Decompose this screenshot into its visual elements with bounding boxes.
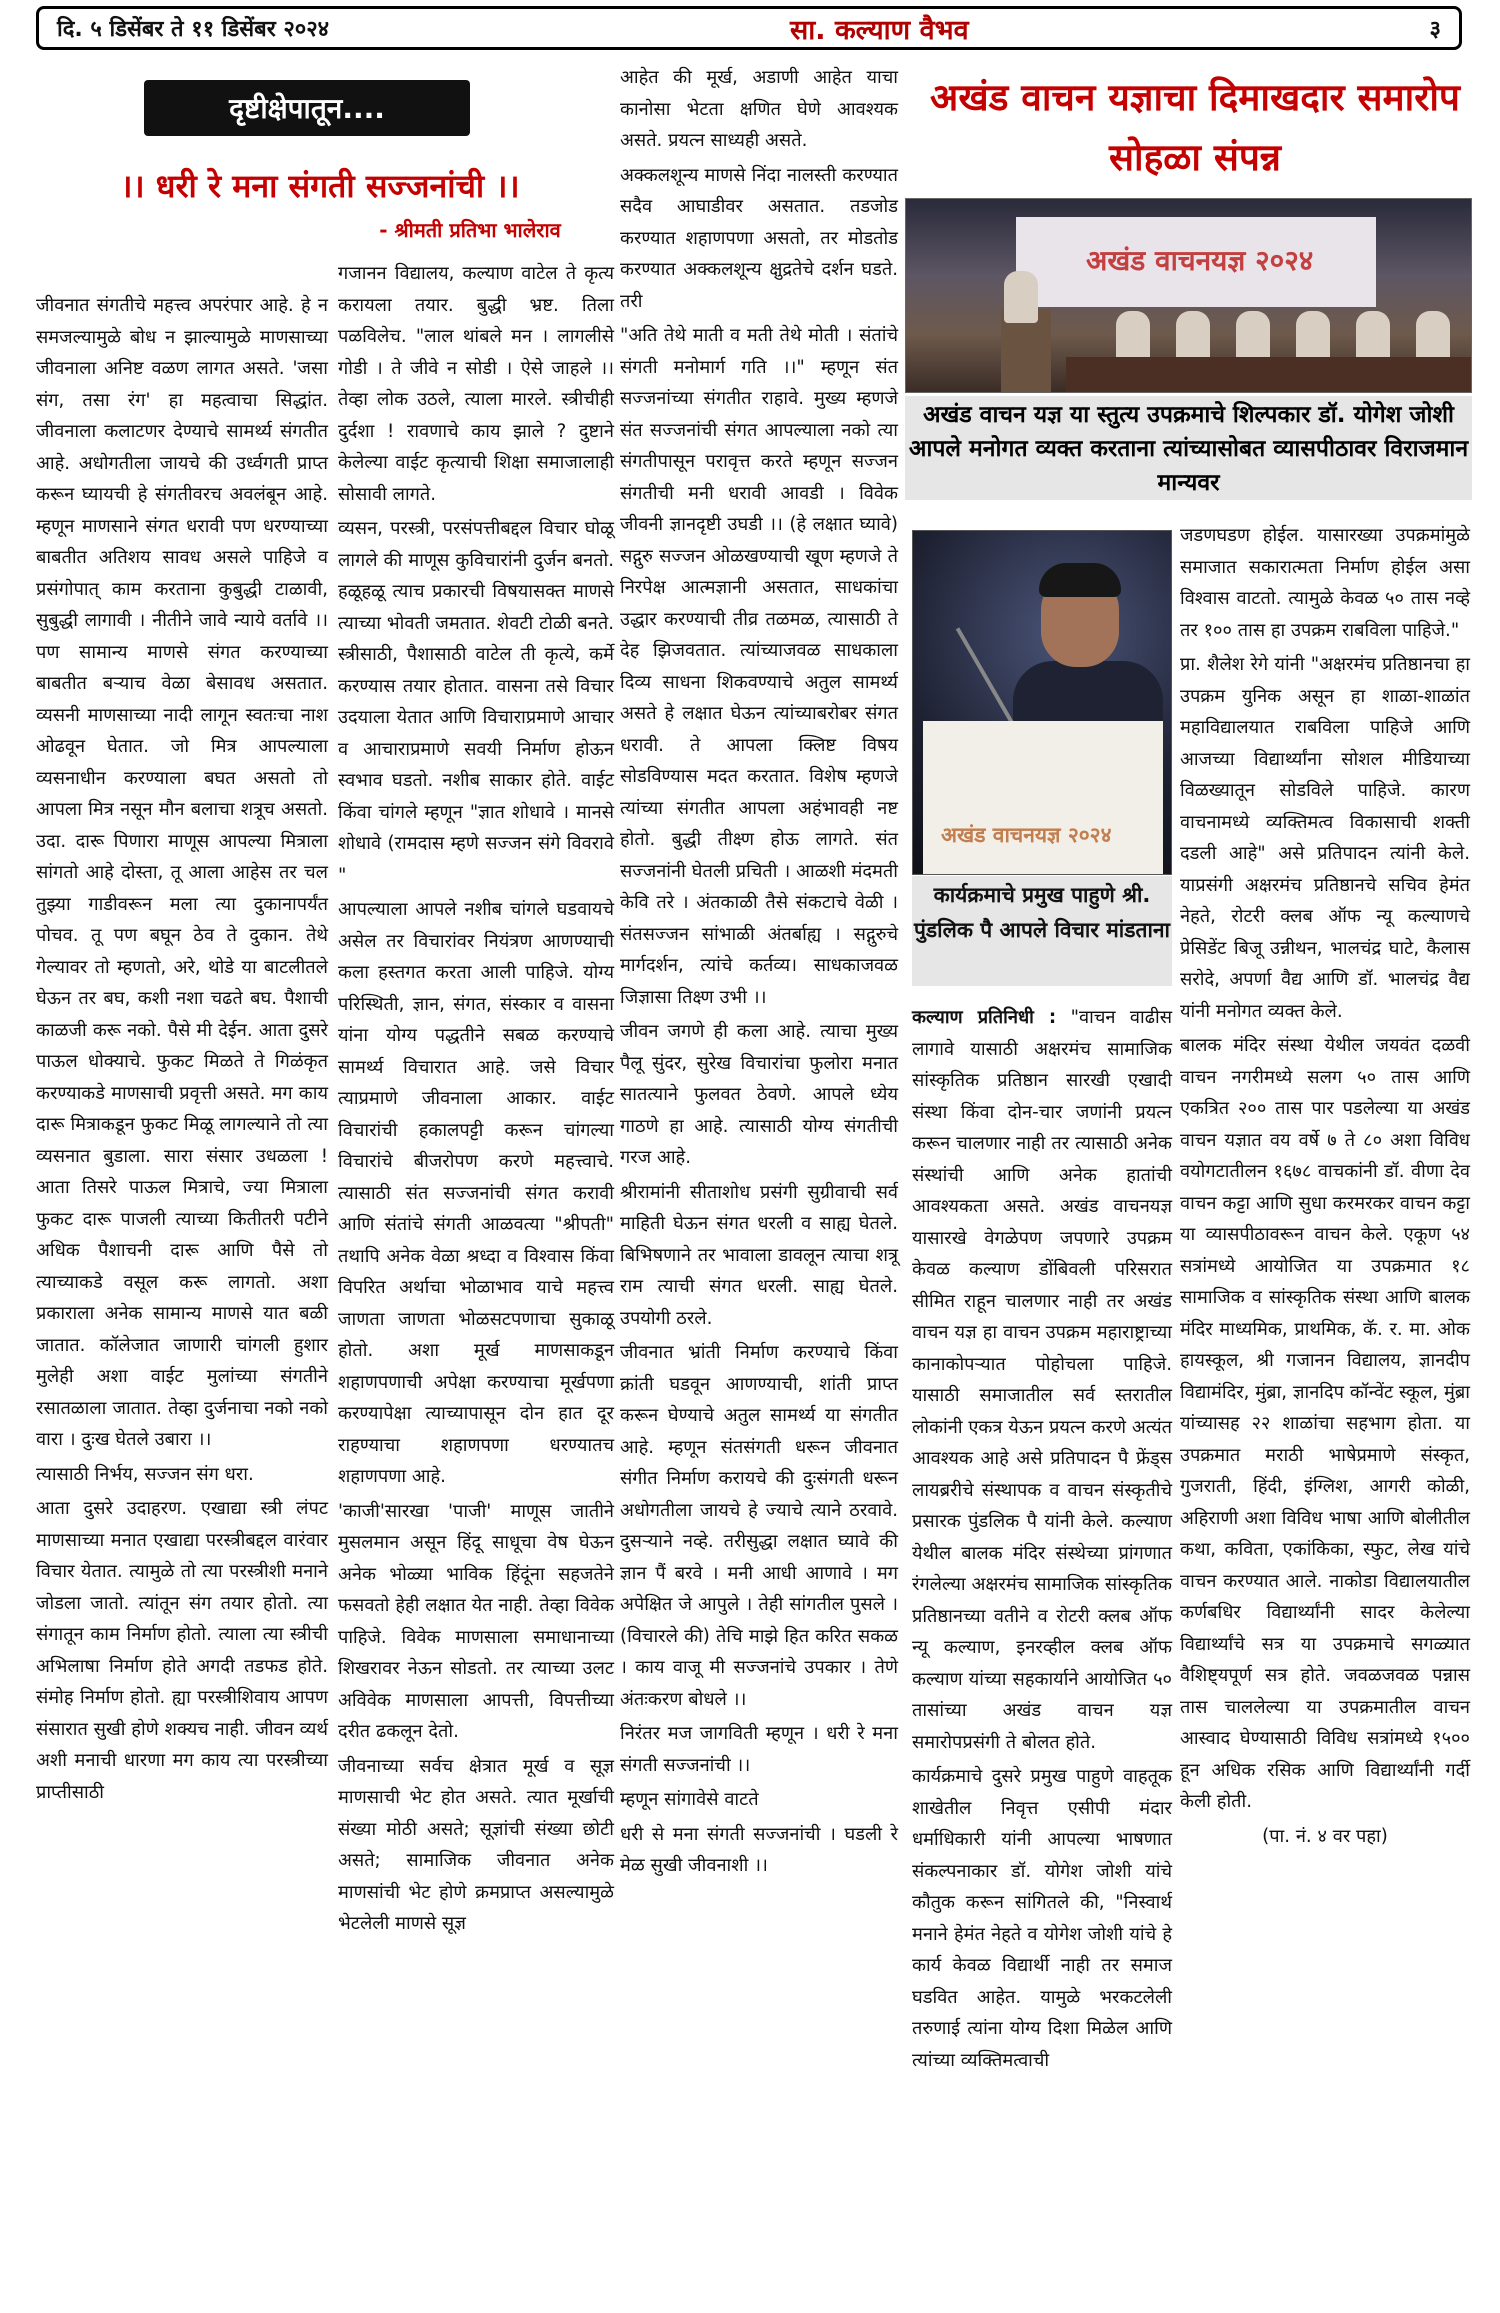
guest-figure (1416, 311, 1450, 363)
news-headline: अखंड वाचन यज्ञाचा दिमाखदार समारोप सोहळा संपन्न (930, 76, 1460, 179)
paragraph (912, 1002, 1172, 1758)
guest-figure (1176, 311, 1210, 363)
paragraph: अक्कलशून्य माणसे निंदा नालस्ती करण्यात सदैव आघाडीवर असतात. तडजोड करण्यात शहाणपणा असतो, तर मोडतोड करण्यात अक्कलशून्य क्षुद्रतेचे दर्शन घडते. तरी (620, 164, 898, 312)
paragraph: धरी से मना संगती सज्जनांची । घडली रे मेळ सुखी जीवनाशी ।। (620, 1823, 898, 1876)
page-number: ३ (1429, 17, 1441, 42)
microphone (956, 627, 1014, 724)
stage-table (1066, 357, 1471, 393)
paragraph: व्यसन, परस्त्री, परसंपत्तीबद्दल विचार घोळू लागले की माणूस कुविचारांनी दुर्जन बनतो. हळूहळू त्याच प्रकारची विषयासक्त माणसे त्याच्या भोवती जमतात. शेवटी टोळी बनते. स्त्रीसाठी, पैशासाठी वाटेल ती कृत्ये, कर्मे करण्यास तयार होतात. वासना तसे विचार उदयाला येतात आणि विचाराप्रमाणे आचार व आचाराप्रमाणे सवयी निर्माण होऊन स्वभाव घडतो. नशीब साकार होते. वाईट किंवा चांगले म्हणून "ज्ञात शोधावे । मानसे शोधावे (रामदास म्हणे सज्जन संगे विवरावे " (338, 518, 614, 886)
paragraph: जडणघडण होईल. यासारख्या उपक्रमांमुळे समाजात सकारात्मता निर्माण होईल असा विश्वास वाटतो. त्यामुळे केवळ ५० तास नव्हे तर १०० तास हा उपक्रम राबविला पाहिजे." (1180, 525, 1470, 641)
guest-figure (1116, 311, 1150, 363)
paragraph: "अति तेथे माती व मती तेथे मोती । संतांचे संगती मनोमार्ग गति ।।" म्हणून संत सज्जनांच्या संगतीत राहावे. मुख्य म्हणजे संत सज्जनांची संगत आपल्याला नको त्या संगतीपासून परावृत्त करते म्हणून सज्जन संगतीची मनी धरावी आवडी । विवेक जीवनी ज्ञानदृष्टी उघडी ।। (हे लक्षात घ्यावे) सद्गुरु सज्जन ओळखण्याची खूण म्हणजे ते निरपेक्ष आत्मज्ञानी असतात, साधकांचा उद्धार करण्याची तीव्र तळमळ, त्यासाठी ते देह झिजवतात. त्यांच्याजवळ साधकाला दिव्य साधना शिकवण्याचे अतुल सामर्थ्य असते हे लक्षात घेऊन त्यांच्याबरोबर संगत धरावी. ते आपला क्लिष्ट विषय सोडविण्यास मदत करतात. विशेष म्हणजे त्यांच्या संगतीत आपला अहंभावही नष्ट होतो. बुद्धी तीक्ष्ण होऊ लागते. संत सज्जनांनी घेतली प्रचिती । आळशी मंदमती केवि तरे । अंतकाळी तैसे संकटाचे वेळी । संतसज्जन सांभाळी अंतर्बाह्य । सद्गुरुचे मार्गदर्शन, त्यांचे कर्तव्य। साधकाजवळ जिज्ञासा तिक्ष्ण उभी ।। (620, 325, 898, 1008)
paragraph: त्यासाठी निर्भय, सज्जन संग धरा. (36, 1463, 254, 1485)
paragraph: निरंतर मज जागविती म्हणून । धरी रे मना संगती सज्जनांची ।। (620, 1723, 898, 1776)
paragraph: आहेत की मूर्ख, अडाणी आहेत याचा कानोसा भेटता क्षणित घेणे आवश्यक असते. प्रयत्न साध्यही असते. (620, 67, 898, 151)
paragraph: 'काजी'सारखा 'पाजी' माणूस जातीने मुसलमान असून हिंदू साधूचा वेष घेऊन अनेक भोळ्या भाविक हिंदूंना सहजतेने फसवतो हेही लक्षात येत नाही. तेव्हा विवेक पाहिजे. विवेक माणसाला समाधानाच्या शिखरावर नेऊन सोडतो. तर त्याच्या उलट अविवेक माणसाला आपत्ती, विपत्तीच्या दरीत ढकलून देतो. (338, 1500, 614, 1742)
paragraph: आता दुसरे उदाहरण. एखाद्या स्त्री लंपट माणसाच्या मनात एखाद्या परस्त्रीबद्दल वारंवार विचार येतात. त्यामुळे तो त्या परस्त्रीशी मनाने जोडला जातो. त्यांतून संग तयार होतो. त्या संगातून काम निर्माण होतो. त्याला त्या स्त्रीची अभिलाषा निर्माण होते अगदी तडफड होते. संमोह निर्माण होतो. ह्या परस्त्रीशिवाय आपण संसारात सुखी होणे शक्यच नाही. जीवन व्यर्थ अशी मनाची धारणा मग काय त्या परस्त्रीच्या प्राप्तीसाठी (36, 1498, 328, 1803)
photo-caption-1: अखंड वाचन यज्ञ या स्तुत्य उपक्रमाचे शिल्पकार डॉ. योगेश जोशी आपले मनोगत व्यक्त करताना त्यांच्यासोबत व्यासपीठावर विराजमान मान्यवर (905, 396, 1472, 500)
paragraph: जीवनात संगतीचे महत्त्व अपरंपार आहे. हे न समजल्यामुळे बोध न झाल्यामुळे माणसाच्या जीवनाला अनिष्ट वळण लागत असते. 'जसा संग, तसा रंग' हा महत्वाचा सिद्धांत. जीवनाला कलाटणर देण्याचे सामर्थ्य संगतीत आहे. अधोगतीला जायचे की उर्ध्वगती प्राप्त करून घ्यायची हे संगतीवरच अवलंबून आहे. म्हणून माणसाने संगत धरावी पण धरण्याच्या बाबतीत अतिशय सावध असले पाहिजे व प्रसंगोपात् काम करताना कुबुद्धी टाळावी, सुबुद्धी लागावी । नीतीने जावे न्याये वर्तावे ।। पण सामान्य माणसे संगत करण्याच्या बाबतीत बऱ्याच वेळा बेसावध असतात. व्यसनी माणसाच्या नादी लागून स्वतःचा नाश ओढवून घेतात. जो मित्र आपल्याला व्यसनाधीन करण्याला बघत असतो तो आपला मित्र नसून मौन बलाचा शत्रूच असतो. उदा. दारू पिणारा माणूस आपल्या मित्राला सांगतो आहे दोस्ता, तू आला आहेस तर चल तुझ्या गाडीवरून मला त्या दुकानापर्यंत पोचव. तू पण बघून ठेव ते दुकान. तेथे गेल्यावर तो म्हणतो, अरे, थोडे या बाटलीतले घेऊन तर बघ, कशी नशा चढते बघ. पैशाची काळजी करू नको. पैसे मी देईन. आता दुसरे पाऊल धोक्याचे. फुकट मिळते ते गिळंकृत करण्याकडे माणसाची प्रवृत्ती असते. मग काय दारू मित्राकडून फुकट मिळू लागल्याने तो त्या व्यसनात बुडाला. सारा संसार उधळला ! आता तिसरे पाऊल मित्राचे, ज्या मित्राला फुकट दारू पाजली त्याच्या कितीतरी पटीने अधिक पैशाचनी दारू आणि पैसे तो त्याच्याकडे वसूल करू लागतो. अशा प्रकाराला अनेक सामान्य माणसे यात बळी जातात. कॉलेजात जाणारी चांगली हुशार मुलेही अशा वाईट मुलांच्या संगतीने रसातळाला जातात. तेव्हा दुर्जनाचा नको नको वारा । दुःख घेतले उबारा ।। (36, 295, 328, 1450)
news-column-1 (912, 1002, 1172, 2079)
stage-banner-text: अखंड वाचनयज्ञ २०२४ (1086, 244, 1314, 277)
speaker-hair (1039, 563, 1121, 597)
chief-guest-photo (912, 530, 1172, 875)
article-column-3 (620, 62, 898, 1885)
guest-figure (1236, 311, 1270, 363)
news-column-2 (1180, 520, 1470, 1855)
section-badge: दृष्टीक्षेपातून.... (144, 80, 470, 136)
article-column-1 (36, 290, 328, 1811)
page-header (36, 6, 1462, 50)
stage-banner (1016, 217, 1376, 307)
photo-caption-2: कार्यक्रमाचे प्रमुख पाहुणे श्री. पुंडलिक पै आपले विचार मांडताना (912, 876, 1172, 986)
paragraph-text: "वाचन वाढीस लागावे यासाठी अक्षरमंच सामाजिक सांस्कृतिक प्रतिष्ठान सारखी एखादी संस्था किंवा दोन-चार जणांनी प्रयत्न करून चालणार नाही तर त्यासाठी अनेक संस्थांची आणि अनेक हातांची आवश्यकता असते. अखंड वाचनयज्ञ यासारखे वेगळेपण जपणारे उपक्रम केवळ कल्याण डोंबिवली परिसरात सीमित राहून चालणार नाही तर अखंड वाचन यज्ञ हा वाचन उपक्रम महाराष्ट्राच्या कानाकोपऱ्यात पोहोचला पाहिजे. यासाठी समाजातील सर्व स्तरातील लोकांनी एकत्र येऊन प्रयत्न करणे अत्यंत आवश्यक आहे असे प्रतिपादन पै फ्रेंड्स लायब्ररीचे संस्थापक व वाचन संस्कृतीचे प्रसारक पुंडलिक पै यांनी केले. कल्याण येथील बालक मंदिर संस्थेच्या प्रांगणात रंगलेल्या अक्षरमंच सामाजिक सांस्कृतिक प्रतिष्ठानच्या वतीने व रोटरी क्लब ऑफ न्यू कल्याण, इनरव्हील क्लब ऑफ कल्याण यांच्या सहकार्याने आयोजित ५० तासांच्या अखंड वाचन यज्ञ समारोपप्रसंगी ते बोलत होते. (912, 1007, 1172, 1753)
paragraph: म्हणून सांगावेसे वाटते (620, 1789, 759, 1810)
podium-text: अखंड वाचनयज्ञ २०२४ (941, 823, 1112, 847)
paragraph: गजानन विद्यालय, कल्याण वाटेल ते कृत्य करायला तयार. बुद्धी भ्रष्ट. तिला पळविलेच. "लाल थांबले मन । लागलीसे गोडी । ते जीवे न सोडी । ऐसे जाहले ।। तेव्हा लोक उठले, त्याला मारले. स्त्रीचीही दुर्दशा ! रावणाचे काय झाले ? दुष्टाने केलेल्या वाईट कृत्याची शिक्षा समाजालाही सोसावी लागते. (338, 263, 614, 505)
article-author: - श्रीमती प्रतिभा भालेराव (379, 218, 561, 242)
event-stage-photo (905, 198, 1472, 393)
paragraph: आपल्याला आपले नशीब चांगले घडवायचे असेल तर विचारांवर नियंत्रण आणण्याची कला हस्तगत करता आली पाहिजे. योग्य परिस्थिती, ज्ञान, संगत, संस्कार व वासना यांना योग्य पद्धतीने सबळ करण्याचे सामर्थ्य विचारात आहे. जसे विचार त्याप्रमाणे जीवनाला आकार. वाईट विचारांची हकालपट्टी करून चांगल्या विचारांचे बीजरोपण करणे महत्त्वाचे. त्यासाठी संत सज्जनांची संगत करावी आणि संतांचे संगती आळवत्या "श्रीपती" तथापि अनेक वेळा श्रध्दा व विश्वास किंवा विपरित अर्थाचा भोळाभाव याचे महत्त्व जाणता जाणता भोळसटपणाचा सुकाळू होतो. अशा मूर्ख माणसाकडून शहाणपणाची अपेक्षा करण्याचा मूर्खपणा करण्यापेक्षा त्याच्यापासून दोन हात दूर राहण्याचा शहाणपणा धरण्यातच शहाणपणा आहे. (338, 899, 614, 1487)
paragraph: प्रा. शैलेश रेगे यांनी "अक्षरमंच प्रतिष्ठानचा हा उपक्रम युनिक असून हा शाळा-शाळांत महाविद्यालयात राबविला पाहिजे आणि आजच्या विद्यार्थ्यांना सोशल मीडियाच्या विळख्यातून सोडविले पाहिजे. कारण वाचनामध्ये व्यक्तिमत्व विकासाची शक्ती दडली आहे" असे प्रतिपादन त्यांनी केले. याप्रसंगी अक्षरमंच प्रतिष्ठानचे सचिव हेमंत नेहते, रोटरी क्लब ऑफ न्यू कल्याणचे प्रेसिडेंट बिजू उन्नीथन, भालचंद्र घाटे, कैलास सरोदे, अपर्णा वैद्य आणि डॉ. भालचंद्र वैद्य यांनी मनोगत व्यक्त केले. (1180, 654, 1470, 1022)
podium (923, 721, 1163, 875)
paragraph: बालक मंदिर संस्था येथील जयवंत दळवी वाचन नगरीमध्ये सलग ५० तास आणि एकत्रित २०० तास पार पडलेल्या या अखंड वाचन यज्ञात वय वर्षे ७ ते ८० अशा विविध वयोगटातीलन १६७८ वाचकांनी डॉ. वीणा देव वाचन कट्टा आणि सुधा करमरकर वाचन कट्टा या व्यासपीठावरून वाचन केले. एकूण ५४ सत्रांमध्ये आयोजित या उपक्रमात १८ सामाजिक व सांस्कृतिक संस्था आणि बालक मंदिर माध्यमिक, प्राथमिक, कॅ. र. मा. ओक हायस्कूल, श्री गजानन विद्यालय, ज्ञानदीप विद्यामंदिर, मुंब्रा, ज्ञानदिप कॉन्वेंट स्कूल, मुंब्रा यांच्यासह २२ शाळांचा सहभाग होता. या उपक्रमात मराठी भाषेप्रमाणे संस्कृत, गुजराती, हिंदी, इंग्लिश, आगरी कोळी, अहिराणी अशा विविध भाषा आणि बोलीतील कथा, कविता, एकांकिका, स्फुट, लेख यांचे वाचन करण्यात आले. नाकोडा विद्यालयातील कर्णबधिर विद्यार्थ्यांनी सादर केलेल्या विद्यार्थ्यांचे सत्र या उपक्रमाचे सगळ्यात वैशिष्ट्यपूर्ण सत्र होते. जवळजवळ पन्नास तास चाललेल्या या उपक्रमातील वाचन आस्वाद घेण्यासाठी विविध सत्रांमध्ये १५०० हून अधिक रसिक आणि विद्यार्थ्यांनी गर्दी केली होती. (1180, 1035, 1470, 1812)
paragraph: श्रीरामांनी सीताशोध प्रसंगी सुग्रीवाची सर्व माहिती घेऊन संगत धरली व साह्य घेतले. बिभिषणाने तर भावाला डावलून त्याचा शत्रू राम त्याची संगत धरली. साह्य घेतले. उपयोगी ठरले. (620, 1181, 898, 1329)
dateline: कल्याण प्रतिनिधी : (912, 1007, 1057, 1028)
guest-figure (1296, 311, 1330, 363)
issue-date: दि. ५ डिसेंबर ते ११ डिसेंबर २०२४ (57, 17, 330, 42)
speaker-figure (1004, 271, 1038, 323)
paragraph: जीवनाच्या सर्वच क्षेत्रात मूर्ख व सूज्ञ माणसाची भेट होत असते. त्यात मूर्खाची संख्या मोठी असते; सूज्ञांची संख्या छोटी असते; सामाजिक जीवनात अनेक माणसांची भेट होणे क्रमप्राप्त असल्यामुळे भेटलेली माणसे सूज्ञ (338, 1755, 614, 1934)
paragraph: जीवन जगणे ही कला आहे. त्याचा मुख्य पैलू सुंदर, सुरेख विचारांचा फुलोरा मनात सातत्याने फुलवत ठेवणे. आपले ध्येय गाठणे हा आहे. त्यासाठी योग्य संगतीची गरज आहे. (620, 1021, 898, 1168)
newspaper-title: सा. कल्याण वैभव (790, 14, 969, 46)
paragraph: जीवनात भ्रांती निर्माण करण्याचे किंवा क्रांती घडवून आणण्याची, शांती प्राप्त करून घेण्याचे अतुल सामर्थ्य या संगतीत आहे. म्हणून संतसंगती धरून जीवनात संगीत निर्माण करायचे की दुःसंगती धरून अधोगतीला जायचे हे ज्याचे त्याने ठरवावे. दुसऱ्याने नव्हे. तरीसुद्धा लक्षात घ्यावे की ज्ञान पैं बरवे । मनी आधी आणावे । मग अपेक्षित जे आपुले । तेही सांगतील पुसले । (विचारले की) तेचि माझे हित करित सकळ । काय वाजू मी सज्जनांचे उपकार । तेणे अंतःकरण बोधले ।। (620, 1342, 898, 1710)
article-column-2 (338, 258, 614, 1943)
paragraph: कार्यक्रमाचे दुसरे प्रमुख पाहुणे वाहतूक शाखेतील निवृत्त एसीपी मंदार धर्माधिकारी यांनी आपल्या भाषणात संकल्पनाकार डॉ. योगेश जोशी यांचे कौतुक करून सांगितले की, "निस्वार्थ मनाने हेमंत नेहते व योगेश जोशी यांचे हे कार्य केवळ विद्यार्थी नाही तर समाज घडवित आहेत. यामुळे भरकटलेली तरुणाई त्यांना योग्य दिशा मिळेल आणि त्यांच्या व्यक्तिमत्वाची (912, 1766, 1172, 2071)
continued-note: (पा. नं. ४ वर पहा) (1262, 1825, 1388, 1847)
article-title: ।। धरी रे मना संगती सज्जनांची ।। (120, 167, 520, 205)
guest-figure (1356, 311, 1390, 363)
